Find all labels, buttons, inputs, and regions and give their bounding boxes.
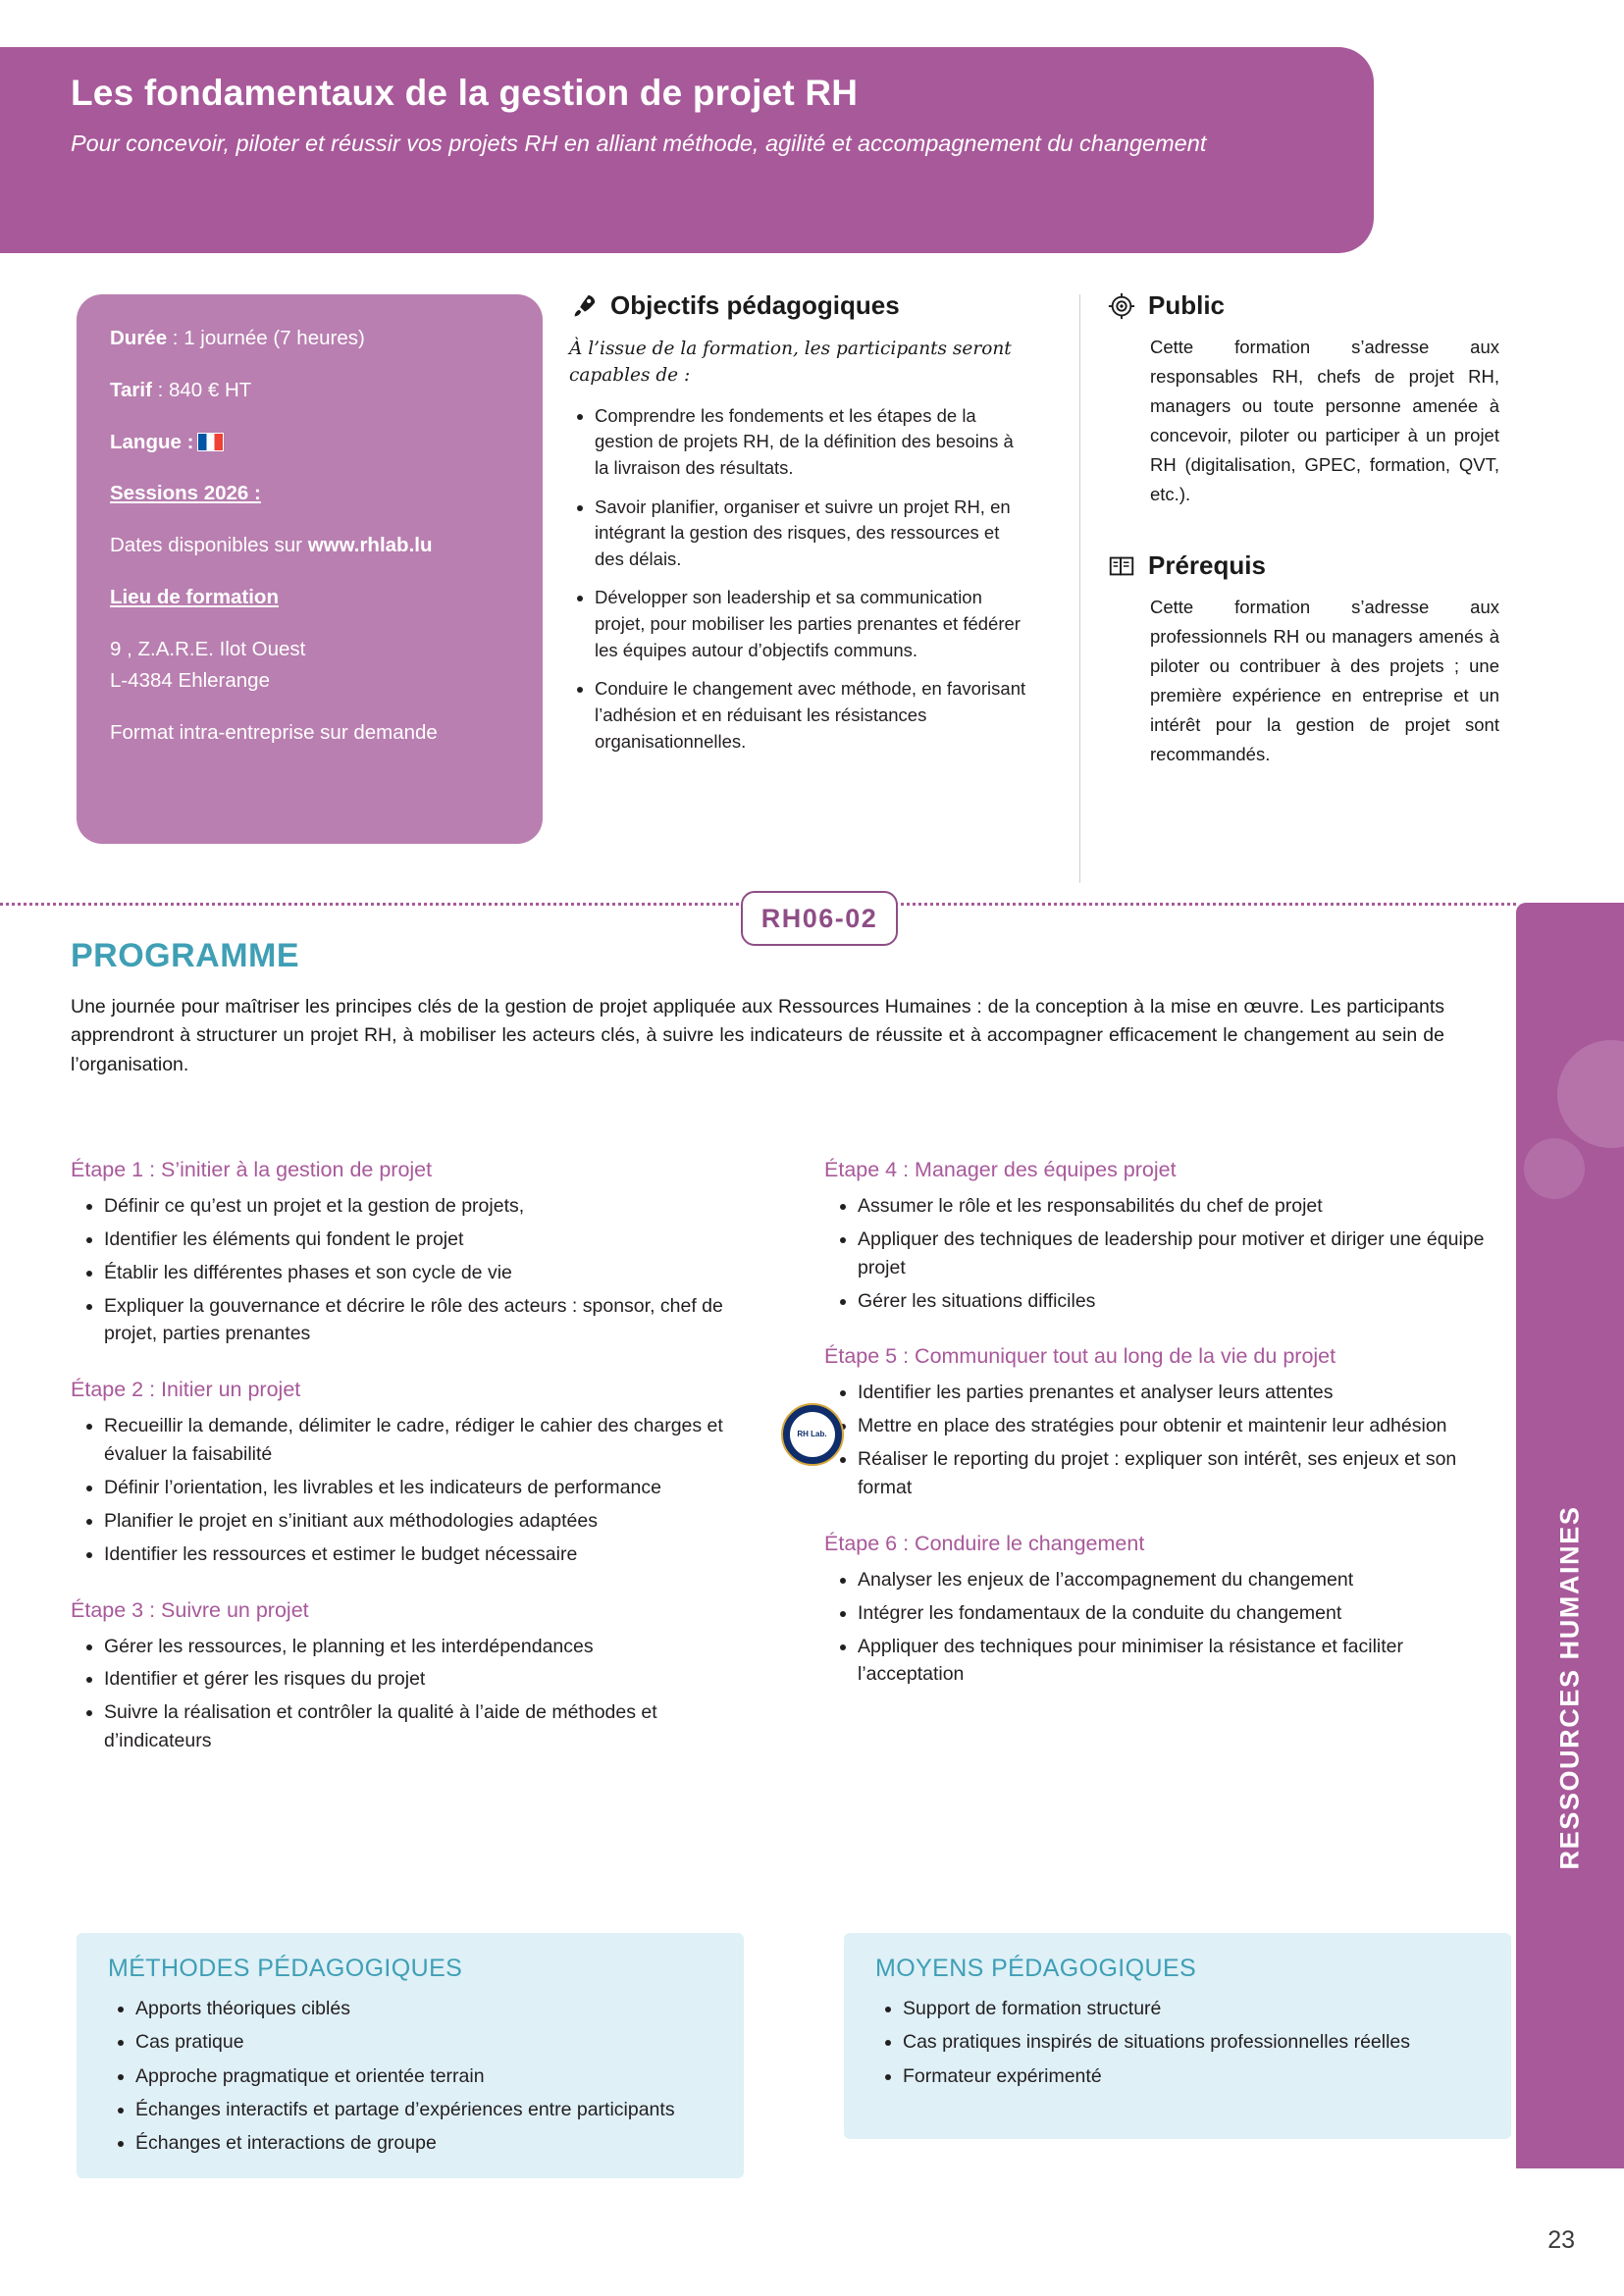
category-label: RESSOURCES HUMAINES [1554,1505,1585,1870]
step-title: Étape 5 : Communiquer tout au long de la vie du projet [824,1344,1336,1369]
language-line [110,428,509,458]
website-link[interactable]: www.rhlab.lu [307,534,433,556]
list-item: • Conduire le changement avec méthode, en favorisant l’adhésion et en réduisant les résistances organisationnelles. [595,676,1030,755]
prerequisites-header [1107,550,1499,581]
course-code-badge: RH06-02 [741,891,898,946]
list-item: • Savoir planifier, organiser et suivre un projet RH, en intégrant la gestion des risques, des ressources et des délais. [595,495,1030,573]
objectives-header [569,290,1030,321]
decorative-circle [1524,1138,1585,1199]
page-title: Les fondamentaux de la gestion de projet RH [71,73,859,113]
objectives-section [569,290,1030,767]
vertical-divider [1079,294,1080,883]
target-icon [1107,291,1136,321]
price-value: : 840 € HT [151,378,252,401]
objectives-intro: À l’issue de la formation, les participants seront capables de : [569,339,1012,386]
sessions-label: Sessions 2026 : [110,482,261,505]
price-line [110,376,509,406]
list-item: • Comprendre les fondements et les étapes de la gestion de projets RH, de la définition des besoins à la livraison des résultats. [595,403,1030,482]
list-item: • Intégrer les fondamentaux de la conduite du changement [858,1599,1492,1628]
programme-right-column [824,1158,1492,1718]
category-sidebar [1516,903,1624,2168]
list-item: • Expliquer la gouvernance et décrire le rôle des acteurs : sponsor, chef de projet, parties prenantes [104,1292,758,1349]
dates-line [110,531,509,561]
page-number: 23 [1547,2226,1575,2254]
resources-box [844,1933,1511,2139]
step-list [824,1192,1492,1315]
address-line-2: L-4384 Ehlerange [110,669,270,693]
header-banner [0,47,1374,253]
decorative-circle [1557,1040,1624,1148]
list-item: • Assumer le rôle et les responsabilités du chef de projet [858,1192,1492,1221]
list-item: • Formateur expérimenté [903,2062,1484,2091]
list-item: • Identifier et gérer les risques du projet [104,1665,758,1694]
step-block [71,1158,758,1348]
address-line-1: 9 , Z.A.R.E. Ilot Ouest [110,637,306,660]
public-header [1107,290,1499,321]
course-info-card [77,294,543,844]
step-block [824,1158,1492,1315]
step-title: Étape 1 : S’initier à la gestion de projet [71,1158,433,1181]
step-title: Étape 2 : Initier un projet [71,1378,301,1402]
list-item: • Identifier les éléments qui fondent le projet [104,1226,758,1254]
prerequisites-title: Prérequis [1148,549,1266,580]
spacer [1107,515,1499,550]
list-item: • Définir l’orientation, les livrables et les indicateurs de performance [104,1474,758,1502]
list-item: • Appliquer des techniques pour minimiser la résistance et faciliter l’acceptation [858,1633,1492,1690]
step-list [71,1192,758,1348]
list-item: • Identifier les ressources et estimer le budget nécessaire [104,1540,758,1569]
audience-section [1107,290,1499,775]
page-subtitle: Pour concevoir, piloter et réussir vos projets RH en alliant méthode, agilité et accompagnement du changement [71,130,1207,156]
list-item: • Gérer les ressources, le planning et les interdépendances [104,1633,758,1661]
step-title: Étape 4 : Manager des équipes projet [824,1158,1177,1181]
step-block [71,1378,758,1568]
sessions-line [110,479,509,509]
programme-title: PROGRAMME [71,937,300,974]
duration-line [110,324,509,354]
list-item: • Analyser les enjeux de l’accompagnement du changement [858,1566,1492,1594]
list-item: • Échanges et interactions de groupe [135,2129,716,2158]
resources-list [871,1995,1484,2091]
format-line: Format intra-entreprise sur demande [110,721,438,744]
programme-left-column [71,1158,758,1785]
resources-title: MOYENS PÉDAGOGIQUES [875,1955,1197,1982]
list-item: • Suivre la réalisation et contrôler la qualité à l’aide de méthodes et d’indicateurs [104,1698,758,1755]
list-item: • Recueillir la demande, délimiter le cadre, rédiger le cahier des charges et évaluer la faisabilité [104,1412,758,1469]
list-item: • Gérer les situations difficiles [858,1287,1492,1316]
list-item: • Apports théoriques ciblés [135,1995,716,2023]
list-item: • Appliquer des techniques de leadership pour motiver et diriger une équipe projet [858,1226,1492,1282]
list-item: • Support de formation structuré [903,1995,1484,2023]
dates-text: Dates disponibles sur [110,534,308,556]
list-item: • Définir ce qu’est un projet et la gestion de projets, [104,1192,758,1221]
list-item: • Approche pragmatique et orientée terrain [135,2062,716,2091]
methods-list [104,1995,716,2158]
rocket-icon [569,291,599,321]
location-heading: Lieu de formation [110,585,279,608]
books-icon [1107,550,1136,580]
duration-label: Durée [110,327,168,349]
prerequisites-text: Cette formation s’adresse aux professionnels RH ou managers amenés à piloter ou contribuer à des projets ; une première expérience en entreprise et un intérêt pour la gestion de projet sont recommandés. [1150,596,1499,764]
list-item: • Développer son leadership et sa communication projet, pour mobiliser les parties prenantes et fédérer les équipes autour d’objectifs communs. [595,585,1030,663]
public-title: Public [1148,290,1226,320]
programme-intro: Une journée pour maîtriser les principes clés de la gestion de projet appliquée aux Ressources Humaines : de la conception à la mise en œuvre. Les participants apprendront à structurer un projet RH, à mobiliser les acteurs clés, à suivre les indicateurs de réussite et à accompagner efficacement le changement au sein de l’organisation. [71,996,1444,1075]
language-label: Langue : [110,430,194,453]
list-item: • Planifier le projet en s’initiant aux méthodologies adaptées [104,1507,758,1536]
step-block [824,1344,1492,1501]
step-list [71,1633,758,1755]
list-item: • Mettre en place des stratégies pour obtenir et maintenir leur adhésion [858,1412,1492,1440]
step-list [824,1379,1492,1501]
french-flag-icon [197,433,224,451]
methods-title: MÉTHODES PÉDAGOGIQUES [108,1955,463,1982]
list-item: • Cas pratiques inspirés de situations professionnelles réelles [903,2028,1484,2057]
price-label: Tarif [110,378,152,401]
step-list [824,1566,1492,1689]
methods-box [77,1933,744,2178]
step-block [71,1598,758,1755]
certification-seal [781,1403,844,1466]
step-title: Étape 3 : Suivre un projet [71,1597,309,1622]
list-item: • Établir les différentes phases et son cycle de vie [104,1259,758,1287]
list-item: • Identifier les parties prenantes et analyser leurs attentes [858,1379,1492,1407]
step-title: Étape 6 : Conduire le changement [824,1531,1145,1555]
objectives-list [569,403,1030,756]
objectives-title: Objectifs pédagogiques [610,290,900,320]
list-item: • Cas pratique [135,2028,716,2057]
step-list [71,1412,758,1568]
list-item: • Réaliser le reporting du projet : expliquer son intérêt, ses enjeux et son format [858,1445,1492,1502]
public-text: Cette formation s’adresse aux responsables RH, chefs de projet RH, managers ou toute personne amenée à concevoir, piloter ou participer à un projet RH (digitalisation, GPEC, formation, QVT, etc.). [1150,337,1499,504]
list-item: • Échanges interactifs et partage d’expériences entre participants [135,2096,716,2124]
step-block [824,1532,1492,1689]
duration-value: : 1 journée (7 heures) [167,327,365,349]
seal-label: RH Lab. [790,1412,835,1457]
